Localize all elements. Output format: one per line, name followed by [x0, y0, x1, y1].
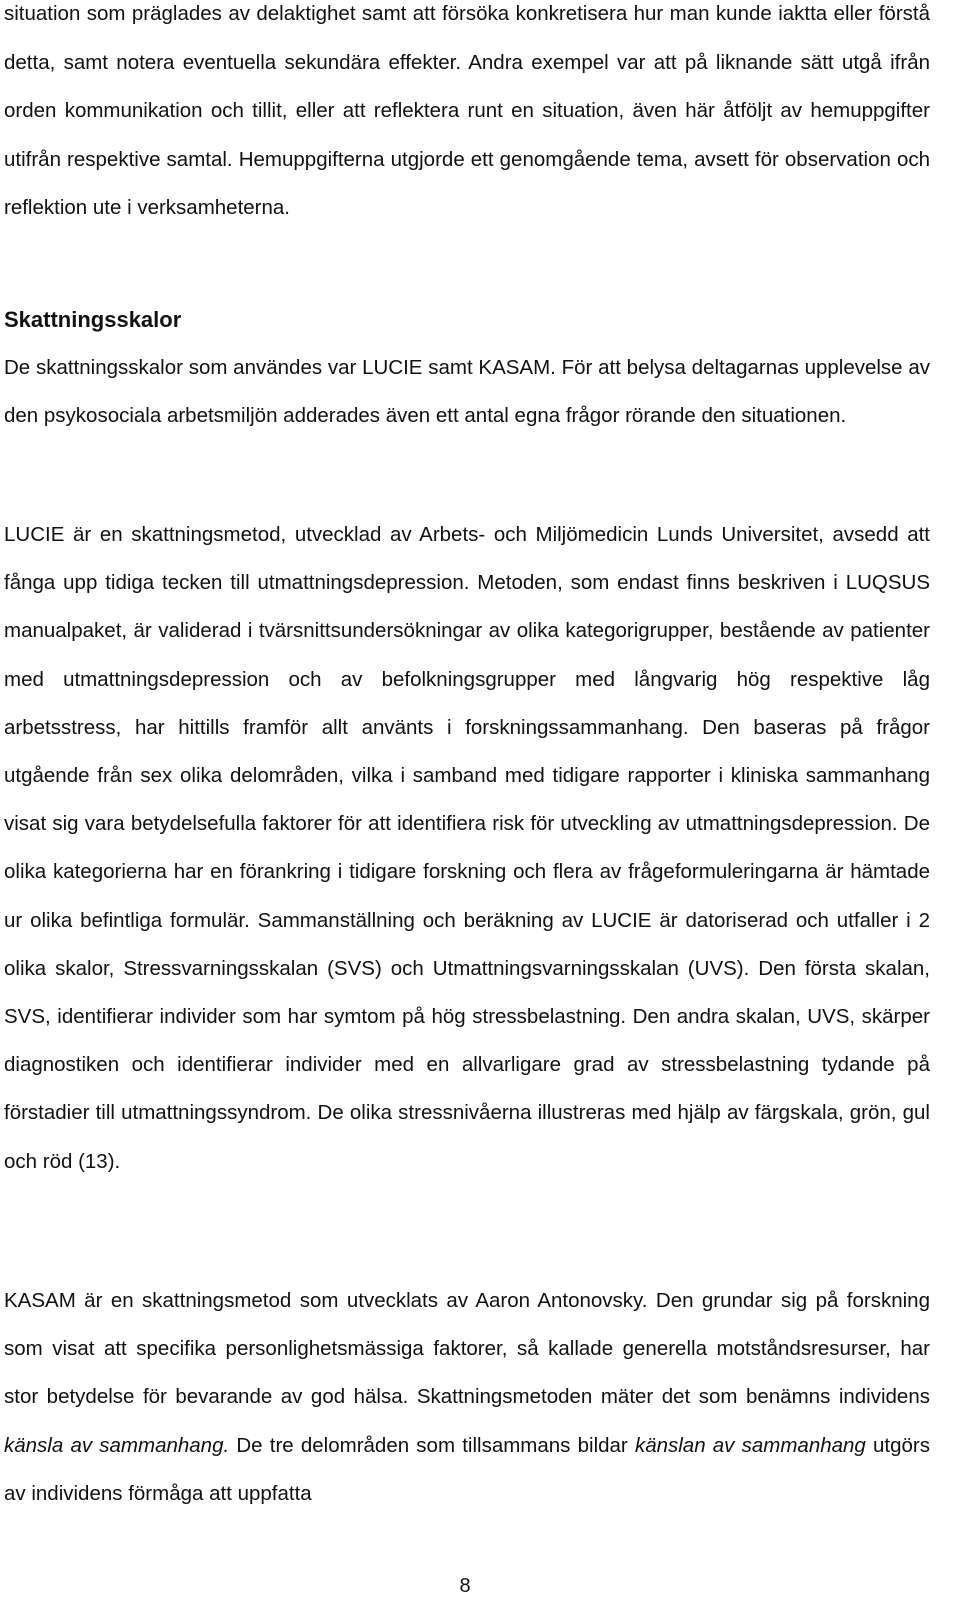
- kasam-text-3: utgörs av individens förmåga att uppfatta: [4, 1433, 930, 1505]
- kasam-italic-1: känsla av sammanhang.: [4, 1433, 230, 1457]
- kasam-paragraph: [4, 1277, 930, 1518]
- page-number: 8: [459, 1575, 471, 1597]
- intro-text: situation som präglades av delaktighet samt att försöka konkretisera hur man kunde iaktta eller förstå detta, samt notera eventuella sekundära effekter. Andra exempel var att på liknande sätt utgå ifrån orden kommunikation och tillit, eller att reflektera runt en situation, även här åtföljt av hemuppgifter utifrån respektive samtal.: [4, 2, 930, 171]
- intro-homework-text: Hemuppgifterna utgjorde ett genomgående tema, avsett för observation och reflektion ute i verksamheterna.: [4, 147, 931, 219]
- kasam-text-2: De tre delområden som tillsammans bildar: [229, 1433, 635, 1457]
- scales-paragraph: De skattningsskalor som användes var LUCIE samt KASAM. För att belysa deltagarnas upplevelse av den psykosociala arbetsmiljön adderades även ett antal egna frågor rörande den situationen.: [4, 356, 930, 428]
- section-heading: Skattningsskalor: [4, 307, 182, 332]
- intro-paragraph: [4, 0, 930, 233]
- kasam-italic-2: känslan av sammanhang: [634, 1433, 866, 1457]
- lucie-paragraph: LUCIE är en skattningsmetod, utvecklad av Arbets- och Miljömedicin Lunds Universitet, avsedd att fånga upp tidiga tecken till utmattningsdepression. Metoden, som endast finns beskriven i LUQSUS manualpaket, är validerad i tvärsnittsundersökningar av olika kategorigrupper, bestående av patienter med utmattningsdepression och av befolkningsgrupper med långvarig hög respektive låg arbetsstress, har hittills framför allt använts i forskningssammanhang. Den baseras på frågor utgående från sex olika delområden, vilka i samband med tidigare rapporter i kliniska sammanhang visat sig vara betydelsefulla faktorer för att identifiera risk för utveckling av utmattningsdepression. De olika kategorierna har en förankring i tidigare forskning och flera av frågeformuleringarna är hämtade ur olika befintliga formulär. Sammanställning och beräkning av LUCIE är datoriserad och utfaller i 2 olika skalor, Stressvarningsskalan (SVS) och Utmattningsvarningsskalan (UVS). Den första skalan, SVS, identifierar individer som har symtom på hög stressbelastning. Den andra skalan, UVS, skärper diagnostiken och identifierar individer med en allvarligare grad av stressbelastning tydande på förstadier till utmattningssyndrom. De olika stressnivåerna illustreras med hjälp av färgskala, grön, gul och röd (13).: [4, 523, 930, 1173]
- kasam-text-1: KASAM är en skattningsmetod som utvecklats av Aaron Antonovsky. Den grundar sig på forskning som visat att specifika personlighetsmässiga faktorer, så kallade generella motståndsresurser, har stor betydelse för bevarande av god hälsa. Skattningsmetoden mäter det som benämns individens: [4, 1289, 930, 1409]
